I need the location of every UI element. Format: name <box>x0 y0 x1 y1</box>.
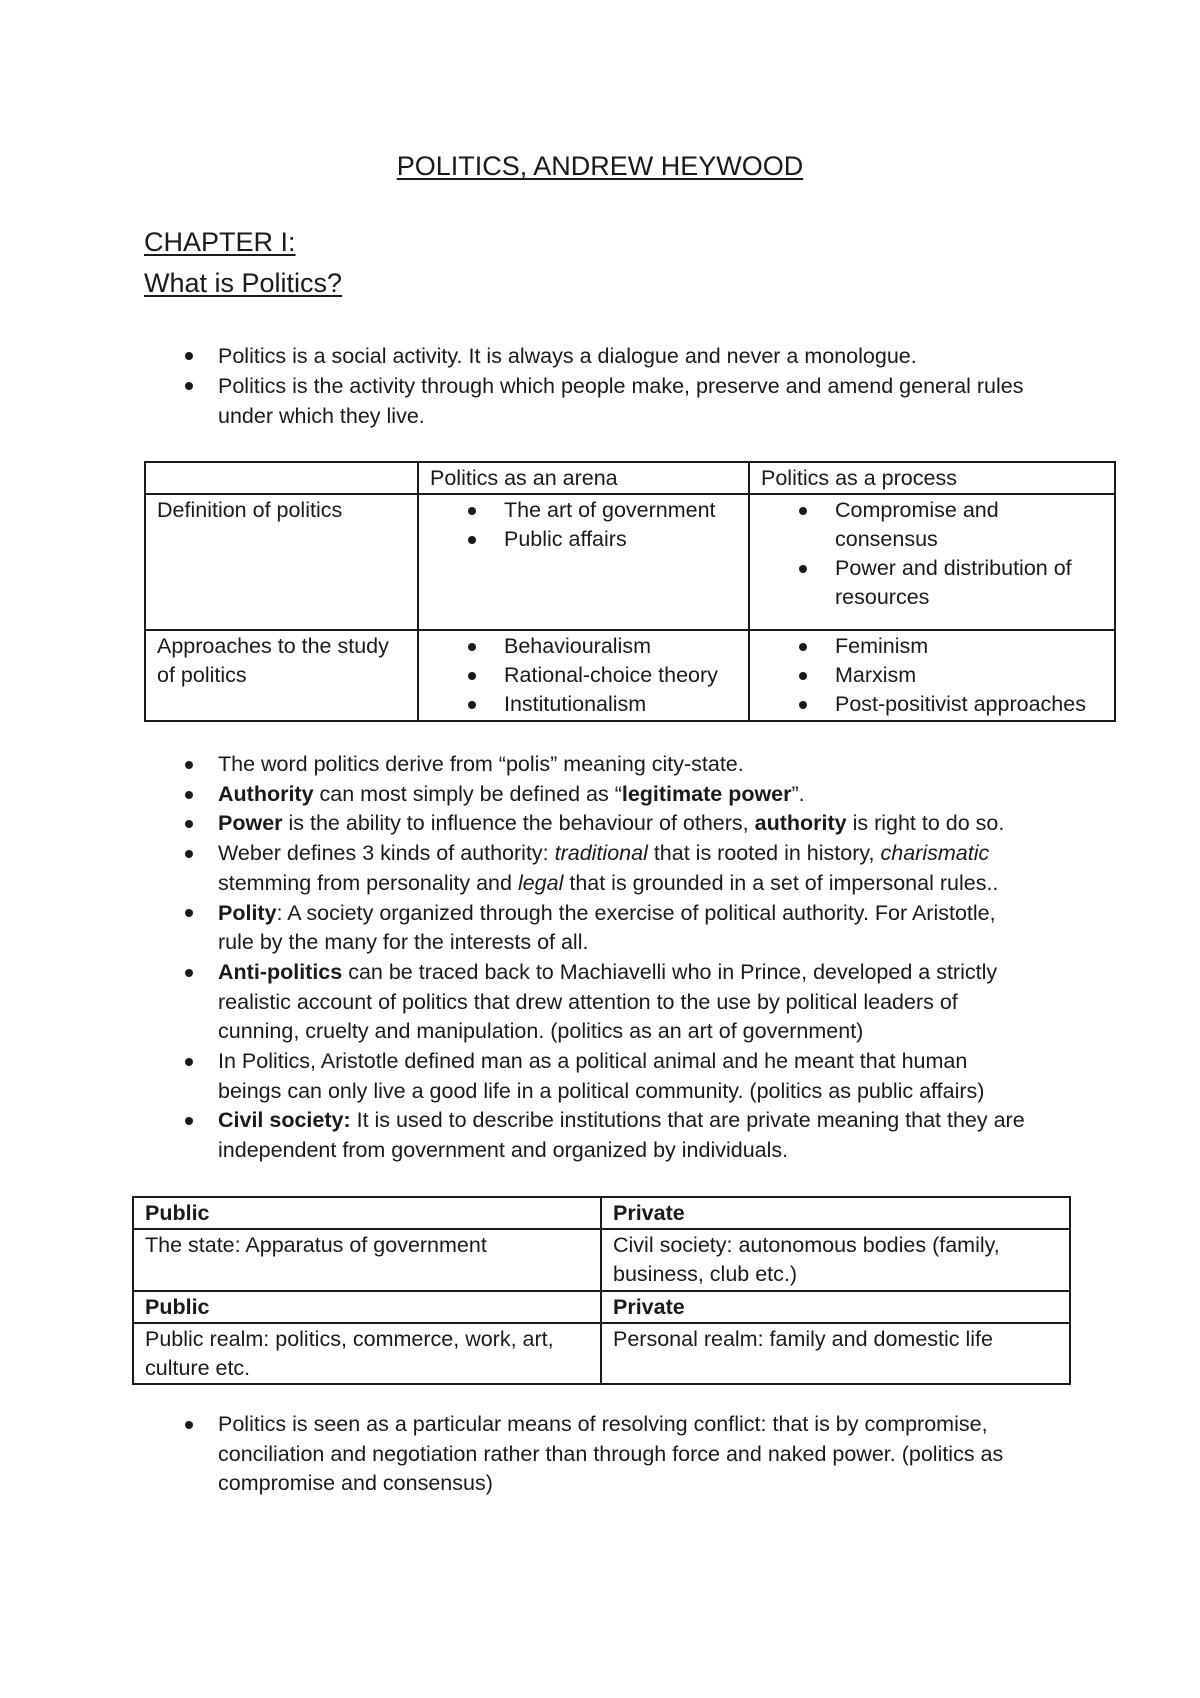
definitions-table-body <box>145 462 1115 721</box>
bold-text: authority <box>754 811 847 836</box>
row-label-cell: Approaches to the study of politics <box>145 630 418 721</box>
cell-bullet-text: Public affairs <box>504 527 627 551</box>
italic-text: legal <box>517 870 564 895</box>
bold-text: Anti-politics <box>218 959 343 984</box>
bullet-icon <box>468 536 476 544</box>
cell-bullet-item <box>761 496 1103 554</box>
arena-cell <box>418 494 749 630</box>
bold-text: Power <box>218 811 283 836</box>
bullet-icon <box>468 672 476 680</box>
table-row <box>145 494 1115 630</box>
cell-bullet-text: Feminism <box>835 634 929 658</box>
text-segment: stemming from personality and <box>218 870 512 895</box>
bullet-text <box>218 341 1200 371</box>
table-row <box>133 1229 1070 1291</box>
table-heading-row <box>133 1197 1070 1229</box>
chapter-title: What is Politics? <box>144 268 343 298</box>
table-row <box>145 630 1115 721</box>
public-cell: Public <box>133 1291 601 1323</box>
bullet-item <box>0 1047 1200 1106</box>
text-segment: Politics is a social activity. It is always a dialogue and never a monologue. <box>218 344 917 368</box>
text-segment: is right to do so. <box>846 811 1005 836</box>
bullet-icon <box>185 820 193 828</box>
politics-definitions-table <box>144 461 1116 722</box>
bold-text: Civil society: <box>218 1108 351 1133</box>
bullet-item <box>0 809 1200 839</box>
bullet-text <box>218 371 1200 431</box>
text-segment: can most simply be defined as “ <box>313 781 622 806</box>
bullet-text <box>218 899 1200 958</box>
private-cell: Private <box>601 1197 1070 1229</box>
italic-text: charismatic <box>880 841 990 866</box>
private-cell: Civil society: autonomous bodies (family, business, club etc.) <box>601 1229 1070 1291</box>
private-cell: Private <box>601 1291 1070 1323</box>
document-title: POLITICS, ANDREW HEYWOOD <box>396 151 804 181</box>
bullet-item <box>0 899 1200 958</box>
bullet-icon <box>799 565 807 573</box>
cell-bullet-item <box>430 690 737 719</box>
cell-bullet-item <box>761 632 1103 661</box>
cell-bullet-text: The art of government <box>504 498 716 522</box>
bullet-item <box>0 1106 1200 1165</box>
closing-bullet-list <box>0 1410 1200 1499</box>
table-header-row <box>145 462 1115 494</box>
bullet-icon <box>185 850 193 858</box>
italic-text: traditional <box>554 841 648 866</box>
bold-text: legitimate power <box>621 781 792 806</box>
bullet-text <box>218 958 1200 1047</box>
table-row <box>133 1323 1070 1384</box>
bullet-text <box>218 839 1200 898</box>
cell-bullet-text: Behaviouralism <box>504 634 651 658</box>
bullet-icon <box>468 701 476 709</box>
bullet-item <box>0 958 1200 1047</box>
cell-bullet-item <box>761 661 1103 690</box>
bullet-text <box>218 1410 1200 1499</box>
cell-bullet-text: Rational-choice theory <box>504 663 718 687</box>
bullet-icon <box>185 969 193 977</box>
public-private-table-body <box>133 1197 1070 1384</box>
bullet-icon <box>799 507 807 515</box>
bullet-icon <box>185 352 193 360</box>
bullet-icon <box>799 643 807 651</box>
cell-bullet-item <box>430 525 737 554</box>
public-cell: Public <box>133 1197 601 1229</box>
cell-bullet-text: Power and distribution of resources <box>835 556 1072 609</box>
cell-bullet-text: Institutionalism <box>504 692 647 716</box>
bullet-item <box>0 371 1200 431</box>
process-cell <box>749 630 1115 721</box>
public-cell: The state: Apparatus of government <box>133 1229 601 1291</box>
intro-bullet-list <box>0 341 1200 431</box>
text-segment: is the ability to influence the behaviour of others, <box>282 811 755 836</box>
text-segment: that is rooted in history, <box>647 841 881 866</box>
column-header-cell: Politics as an arena <box>418 462 749 494</box>
bullet-item <box>0 839 1200 898</box>
cell-bullet-item <box>761 554 1103 612</box>
private-cell: Personal realm: family and domestic life <box>601 1323 1070 1384</box>
bullet-item <box>0 780 1200 810</box>
bullet-icon <box>185 382 193 390</box>
bullet-item <box>0 1410 1200 1499</box>
row-label-cell: Definition of politics <box>145 494 418 630</box>
text-segment: ”. <box>791 781 805 806</box>
text-segment: The word politics derive from “polis” meaning city-state. <box>218 752 744 776</box>
bullet-text <box>218 809 1200 839</box>
bullet-icon <box>185 909 193 917</box>
notes-bullet-list <box>0 750 1200 1166</box>
bullet-icon <box>468 507 476 515</box>
bullet-icon <box>185 761 193 769</box>
cell-bullet-text: Marxism <box>835 663 917 687</box>
process-cell <box>749 494 1115 630</box>
text-segment: can be traced back to Machiavelli who in Prince, developed a strictly realistic account of politics that drew attention to the use by political leaders of cunning, cruelty and manipulation. (politics as an art of government) <box>218 959 998 1044</box>
bullet-item <box>0 750 1200 780</box>
text-segment: : A society organized through the exercise of political authority. For Aristotle, rule by the many for the interests of all. <box>218 900 996 955</box>
bullet-icon <box>185 1058 193 1066</box>
text-segment: Politics is the activity through which people make, preserve and amend general rules under which they live. <box>218 374 1024 428</box>
blank-header-cell <box>145 462 418 494</box>
text-segment: that is grounded in a set of impersonal rules.. <box>563 870 999 895</box>
bullet-text <box>218 1047 1200 1106</box>
chapter-label: CHAPTER I: <box>144 227 296 257</box>
cell-bullet-text: Post-positivist approaches <box>835 692 1086 716</box>
public-private-table <box>132 1196 1071 1385</box>
bullet-text <box>218 1106 1200 1165</box>
bold-text: Polity <box>218 900 277 925</box>
bullet-icon <box>185 791 193 799</box>
bullet-icon <box>185 1117 193 1125</box>
bullet-icon <box>468 643 476 651</box>
bold-text: Authority <box>218 781 314 806</box>
cell-bullet-item <box>430 496 737 525</box>
text-segment: Weber defines 3 kinds of authority: <box>218 841 555 866</box>
cell-bullet-item <box>430 661 737 690</box>
bullet-item <box>0 341 1200 371</box>
arena-cell <box>418 630 749 721</box>
cell-bullet-item <box>430 632 737 661</box>
bullet-text <box>218 750 1200 780</box>
text-segment: Politics is seen as a particular means of resolving conflict: that is by compromise, conciliation and negotiation rather than through force and naked power. (politics as compromise and consensus) <box>218 1412 1004 1496</box>
cell-bullet-item <box>761 690 1103 719</box>
cell-bullet-text: Compromise and consensus <box>835 498 999 551</box>
bullet-icon <box>185 1421 193 1429</box>
public-cell: Public realm: politics, commerce, work, art, culture etc. <box>133 1323 601 1384</box>
text-segment: It is used to describe institutions that are private meaning that they are independent from government and organized by individuals. <box>218 1108 1025 1163</box>
bullet-text <box>218 780 1200 810</box>
bullet-icon <box>799 672 807 680</box>
table-heading-row <box>133 1291 1070 1323</box>
text-segment: In Politics, Aristotle defined man as a political animal and he meant that human beings can only live a good life in a political community. (politics as public affairs) <box>218 1049 985 1103</box>
bullet-icon <box>799 701 807 709</box>
column-header-cell: Politics as a process <box>749 462 1115 494</box>
